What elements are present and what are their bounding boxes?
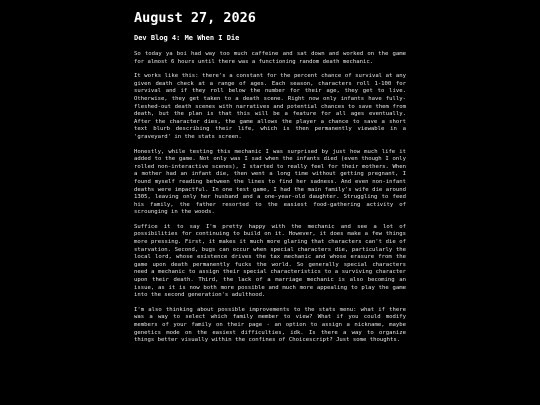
post-title: Dev Blog 4: Me When I Die bbox=[134, 34, 240, 42]
post-paragraph: So today ya boi had way too much caffeine and sat down and worked on the game for almost 6 hours until there was a functioning random death mechanic. bbox=[134, 51, 406, 65]
post-paragraph: I'm also thinking about possible improvements to the stats menu: what if there was a way to select which family member to view? What if you could modify members of your family on their page - an option to assign a nickname, maybe genetics mode on the easiest difficulties, idk. Is there a way to organize things better visually within the confines of Choicescript? Just some thoughts. bbox=[134, 306, 406, 344]
post-date: August 27, 2026 bbox=[134, 10, 256, 26]
post-paragraph: Honestly, while testing this mechanic I was surprised by just how much life it added to the game. Not only was I sad when the infants died (even though I only rolled non-interactive scenes), I started to really feel for their mothers. When a mother had an infant die, then went a long time without getting pregnant, I found myself reading between the lines to find her sadness. And even non-infant deaths were impactful. In one test game, I had the main family's wife die around 1305, leaving only her husband and a one-year-old daughter. Struggling to feed his family, the father resorted to the easiest food-gathering activity of scrounging in the woods. bbox=[134, 148, 406, 216]
post-paragraph: Suffice it to say I'm pretty happy with the mechanic and see a lot of possibilities for continuing to build on it. However, it does make a few things more pressing. First, it makes it much more glaring that characters can't die of starvation. Second, bugs can occur when special characters die, particularly the local lord, whose existence drives the tax mechanic and whose erasure from the game upon death permanently fucks the world. So generally special characters need a mechanic to assign their special characteristics to a surviving character upon their death. Third, the lack of a marriage mechanic is also becoming an issue, as it is now both more possible and much more appealing to play the game into the second generation's adulthood. bbox=[134, 223, 406, 299]
post-paragraph: It works like this: there's a constant for the percent chance of survival at any given death check at a range of ages. Each season, characters roll 1-100 for survival and if they roll below the number for their age, they get to live. Otherwise, they get taken to a death scene. Right now only infants have fully-fleshed-out death scenes with narratives and potential chances to save them from death, but the plan is that this will be a feature for all ages eventually. After the character dies, the game allows the player a chance to save a short text blurb describing their life, which is then permanently viewable in a 'graveyard' in the stats screen. bbox=[134, 73, 406, 140]
blog-post bbox=[134, 0, 406, 345]
